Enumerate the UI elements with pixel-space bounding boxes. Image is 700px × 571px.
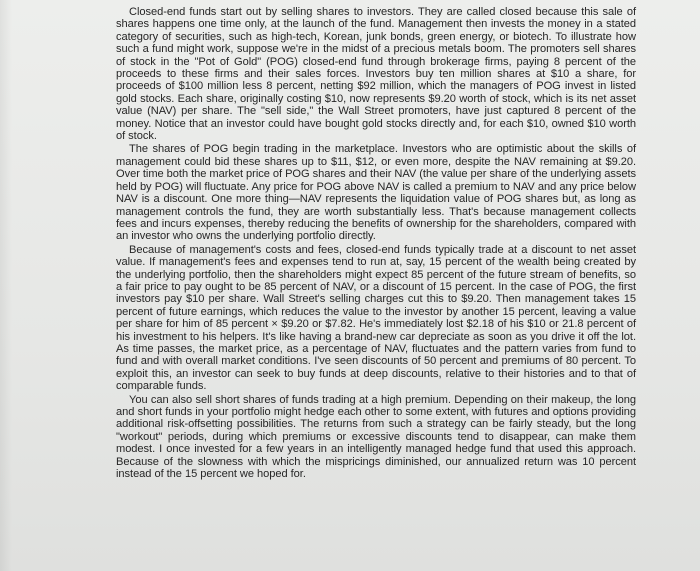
paragraph-pog-trading: The shares of POG begin trading in the marketplace. Investors who are optimistic about the skills of management could bid these shares up to $11, $12, or even more, despite the NAV remaining at $9.20. Over time both the market price of POG shares and their NAV (the value per share of the underlying assets held by POG) will fluctuate. Any price for POG above NAV is called a premium to NAV and any price below NAV is a discount. One more thing—NAV represents the liquidation value of POG shares but, as long as management controls the fund, they are worth substantially less. That's because management collects fees and incurs expenses, thereby reducing the benefits of ownership for the shareholders, compared with an investor who owns the underlying portfolio directly. [116,143,636,243]
paragraph-closed-end-funds-intro: Closed-end funds start out by selling shares to investors. They are called closed because this sale of shares happens one time only, at the launch of the fund. Management then invests the money in a stated category of securities, such as high-tech, Korean, junk bonds, green energy, or biotech. To illustrate how such a fund might work, suppose we're in the midst of a precious metals boom. The promoters sell shares of stock in the "Pot of Gold" (POG) closed-end fund through brokerage firms, paying 8 percent of the proceeds to these firms and their sales forces. Investors buy ten million shares at $10 a share, for proceeds of $100 million less 8 percent, netting $92 million, which the managers of POG invest in listed gold stocks. Each share, originally costing $10, now represents $9.20 worth of stock, which is its net asset value (NAV) per share. The "sell side," the Wall Street promoters, have just captured 8 percent of the money. Notice that an investor could have bought gold stocks directly and, for each $10, owned $10 worth of stock. [116,6,636,143]
page-edge-shadow [0,0,12,571]
paragraph-short-selling: You can also sell short shares of funds trading at a high premium. Depending on their makeup, the long and short funds in your portfolio might hedge each other to some extent, with futures and options providing additional risk-offsetting possibilities. The returns from such a strategy can be fairly steady, but the long "workout" periods, during which premiums or excessive discounts tend to disappear, can make them modest. I once invested for a few years in an intelligently managed hedge fund that used this approach. Because of the slowness with which the mispricings diminished, our annualized return was 10 percent instead of the 15 percent we hoped for. [116,393,636,481]
paragraph-management-costs: Because of management's costs and fees, closed-end funds typically trade at a discount to net asset value. If management's fees and expenses tend to run at, say, 15 percent of the wealth being created by the underlying portfolio, then the shareholders might expect 85 percent of the future stream of benefits, so a fair price to pay ought to be 85 percent of NAV, or a discount of 15 percent. In the case of POG, the first investors pay $10 per share. Wall Street's selling charges cut this to $9.20. Then management takes 15 percent of future earnings, which reduces the value to the investor by another 15 percent, leaving a value per share for him of 85 percent × $9.20 or $7.82. He's immediately lost $2.18 of his $10 or 21.8 percent of his investment to his helpers. It's like having a brand-new car depreciate as soon as you drive it off the lot. As time passes, the market price, as a percentage of NAV, fluctuates and the pattern varies from fund to fund and with overall market conditions. I've seen discounts of 50 percent and premiums of 80 percent. To exploit this, an investor can seek to buy funds at deep discounts, relative to their histories and to that of comparable funds. [116,243,636,393]
body-text [116,6,636,481]
